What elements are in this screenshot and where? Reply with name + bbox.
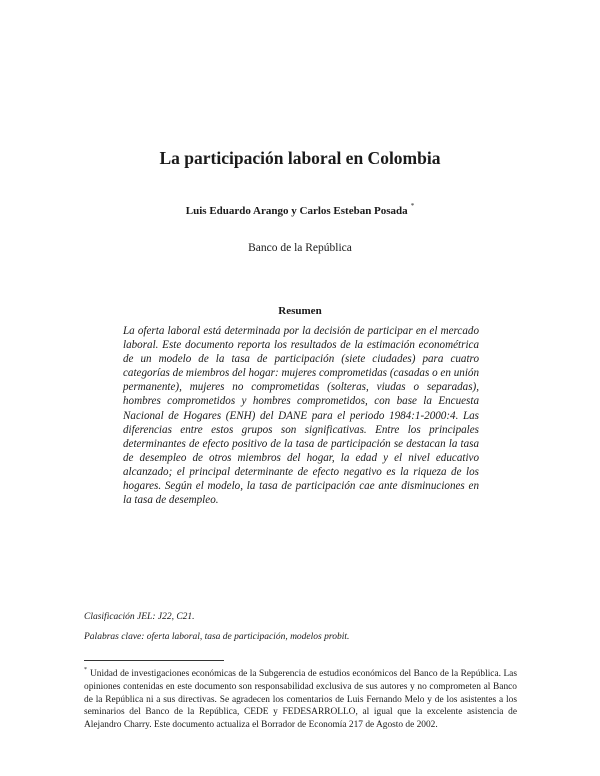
paper-title: La participación laboral en Colombia bbox=[159, 148, 441, 168]
authors-line bbox=[0, 202, 600, 217]
abstract-text: La oferta laboral está determinada por la decisión de participar en el mercado laboral. Este documento reporta los resultados de la estimación econométrica de un modelo de la tasa de participación (siete ciudades) para cuatro categorías de miembros del hogar: mujeres comprometidas (casadas o en unión permanente), mujeres no comprometidas (solteras, viudas o separadas), hombres comprometidos y hombres comprometidos, con base la Encuesta Nacional de Hogares (ENH) del DANE para el periodo 1984:1-2000:4. Las diferencias entre estos grupos son significativas. Entre los principales determinantes de efecto positivo de la tasa de participación se destacan la tasa de desempleo de otros miembros del hogar, la edad y el nivel educativo alcanzado; el principal determinante de efecto negativo es la riqueza de los hogares. Según el modelo, la tasa de participación cae ante disminuciones en la tasa de desempleo. bbox=[123, 325, 479, 507]
jel-classification: Clasificación JEL: J22, C21. bbox=[84, 612, 195, 622]
institution: Banco de la República bbox=[248, 242, 352, 254]
author-footnote-mark: * bbox=[410, 202, 415, 210]
footnote bbox=[84, 664, 517, 732]
keywords: Palabras clave: oferta laboral, tasa de participación, modelos probit. bbox=[84, 632, 350, 642]
author-names: Luis Eduardo Arango y Carlos Esteban Posada bbox=[185, 205, 408, 217]
footnote-mark: * bbox=[84, 667, 87, 673]
footnote-divider bbox=[84, 660, 224, 661]
abstract-heading: Resumen bbox=[278, 305, 322, 317]
footnote-text: Unidad de investigaciones económicas de la Subgerencia de estudios económicos del Banco de la República. Las opiniones contenidas en este documento son responsabilidad exclusiva de sus autores y no comprometen al Banco de la República ni a sus directivas. Se agradecen los comentarios de Luis Fernando Melo y de los asistentes a los seminarios del Banco de la República, CEDE y FEDESARROLLO, al igual que la excelente asistencia de Alejandro Charry. Este documento actualiza el Borrador de Economía 217 de Agosto de 2002. bbox=[84, 669, 517, 731]
